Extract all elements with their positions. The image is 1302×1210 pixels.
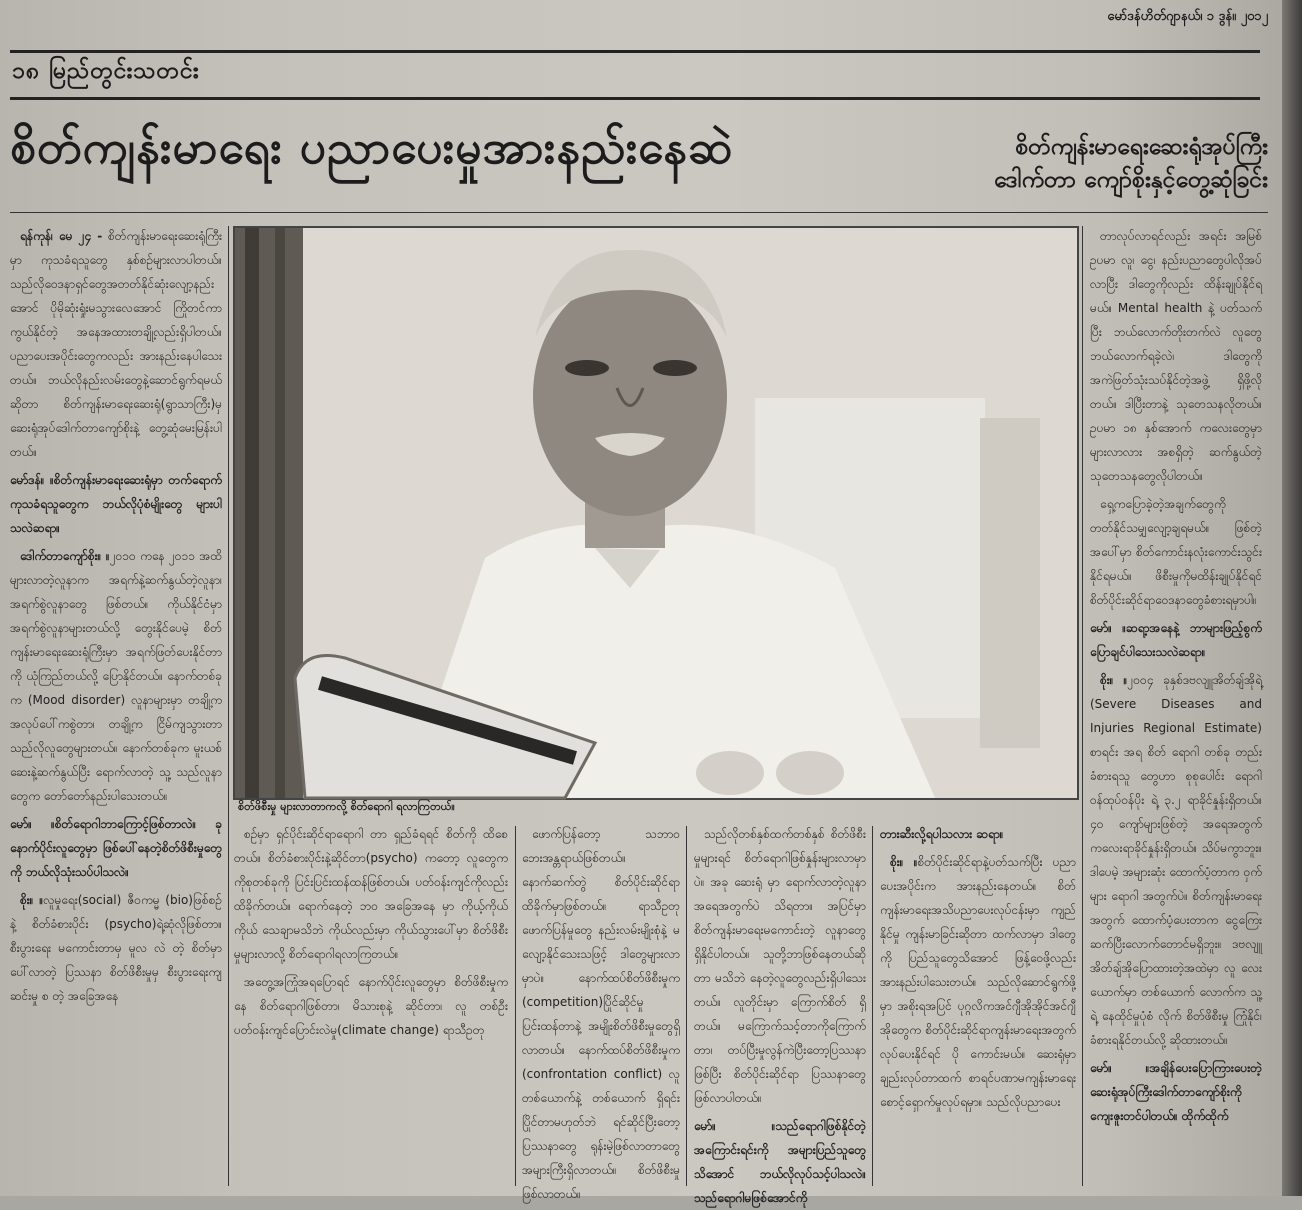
subhead-line-2: ဒေါက်တာ ကျော်စိုးနှင့်တွေ့ဆုံခြင်း	[994, 167, 1268, 194]
article-column-2	[234, 822, 508, 1190]
column-rule	[1082, 226, 1083, 1186]
masthead-dateline: မော်ဒန်ဟိတ်ဂျာနယ်၊ ၁ ဒွန်။ ၂၀၁၂	[1107, 9, 1268, 24]
answer-text: ၂၀၀၄ ခုနှစ်ဒဗလျူအိတ်ချ်အိုရဲ့ (Severe Diseases and Injuries Regional Estimate) စာရင်း အရ စိတ် ရောဂါ တစ်ခု တည်းခံစားရသူ တွေဟာ စုစုပေါင်း ရောဂါ ဝန်ထုပ်ဝန်ပိုး ရဲ့ ၃.၂ ရာခိုင်နှုန်းရှိတယ်။ ၄၀ ကျော်များဖြစ်တဲ့ အရေအတွက်ကလေးရာခိုင်နှုန်းရှိတယ်။ သိပ်မကွာဘူး။ ဒါပေမဲ့ အများဆုံး ထောက်ပံ့တာက ဝှက်များ ရောဂါ အတွက်ပဲ။ စိတ်ကျန်းမာရေးအတွက် ထောက်ပံ့ပေးတာက ငွေကြေးဆက်ပြီးလောက်တောင်မရှိဘူး။ ဒဗလျူအိတ်ချ်အိုပြောထားတဲ့အထဲမှာ လူ လေး ယောက်မှာ တစ်ယောက် လောက်က သူ့ရဲ့ နေထိုင်မှုပုံစံ လိုက် စိတ်ဖိစီးမှု ကြုံနိုင်၊ ခံစားရနိုင်တယ်လို့ ဆိုထားတယ်။	[1090, 673, 1262, 1047]
article-paragraph: သည်လိုတစ်နှစ်ထက်တစ်နှစ် စိတ်ဖိစီးမှုများရင် စိတ်ရောဂါဖြစ်နှုန်းများလာမှာပဲ။ အခု ဆေးရုံ မှာ ရောက်လာတဲ့လူနာအရေအတွက်ပဲ သိရတာ။ အပြင်မှာ စိတ်ကျန်းမာရေးမကောင်းတဲ့ လူနာတွေ ရှိနိုင်ပါတယ်။ သူတို့ဘာဖြစ်နေတယ်ဆိုတာ မသိဘဲ နေတဲ့လူတွေလည်းရှိပါသေးတယ်။ လူတိုင်းမှာ ကြောက်စိတ် ရှိတယ်။ မကြောက်သင့်တာကိုကြောက်တာ၊ တပ်ပြီးမှုလွန်ကဲပြီးတော့ပြဿနာ ဖြစ်ပြီး စိတ်ပိုင်းဆိုင်ရာ ပြဿနာတွေဖြစ်လာပါတယ်။	[694, 827, 866, 1105]
article-column-6	[1090, 224, 1262, 1190]
article-subhead	[884, 131, 1268, 198]
article-paragraph: အတွေ့အကြုံအရပြောရင် နောက်ပိုင်းလူတွေမှာ စိတ်ဖိစီးမှုကနေ စိတ်ရောဂါဖြစ်တာ၊ မိသားစုနဲ့ ဆိုင်တာ၊ လူ တစ်ဦး ပတ်ဝန်းကျင်ပြောင်းလဲမှု(climate change) ရာသီဥတု	[234, 975, 508, 1037]
closing-remark: မော်။ ။အချိန်ပေးပြောကြားပေးတဲ့ ဆေးရုံအုပ်ကြီးဒေါက်တာကျော်စိုးကို ကျေးဇူးတင်ပါတယ်။	[1090, 1061, 1262, 1123]
dateline-lead: ရန်ကုန်၊ မေ ၂၄ -	[20, 229, 103, 243]
answer-speaker: စိုး။ ။	[1100, 673, 1128, 687]
article-paragraph: တာလုပ်လာရင်လည်း အရင်း အမြစ် ဥပမာ လူ၊ ငွေ၊ နည်းပညာတွေပါလိုအပ် လာပြီး ဒါတွေကိုလည်း ထိန်းချုပ်နိုင်ရမယ်။ Mental health နဲ့ ပတ်သက်ပြီး ဘယ်လောက်တိုးတက်လဲ လူတွေ ဘယ်လောက်ရခဲ့လဲ၊ ဒါတွေကို အကဲဖြတ်သုံးသပ်နိုင်တဲ့အဖွဲ့ ရှိဖို့လိုတယ်။ ဒါပြီးတာနဲ့ သုတေသနလိုတယ်။ ဥပမာ ၁၈ နှစ်အောက် ကလေးတွေမှာ များလာလား အစရှိတဲ့ ဆက်နွယ်တဲ့ သုတေသနတွေလိုပါတယ်။	[1090, 229, 1262, 483]
column-rule	[515, 826, 516, 1186]
headline-rule	[10, 212, 1268, 213]
interview-answer	[880, 850, 1076, 1114]
answer-text: ၂၀၁၀ ကနေ ၂၀၁၁ အထိများလာတဲ့လူနာက အရက်နဲ့ဆက်နွယ်တဲ့လူနာ၊ အရက်စွဲလူနာတွေ ဖြစ်တယ်။ ကိုယ်နိုင်ငံမှာ အရက်စွဲလူနာများတယ်လို့ တွေးနိုင်ပေမဲ့ စိတ်ကျန်းမာရေးဆေးရုံကြီးမှာ အရက်ဖြတ်ပေးနိုင်တာကို ယုံကြည်တယ်လို့ ပြောနိုင်တယ်။ နောက်တစ်ခုက (Mood disorder) လူနာများမှာ တချို့က အလုပ်ပေါ်ကစွဲတာ၊ တချို့က ငြိမ်ကျသွားတာ သည်လိုလူတွေများတယ်။ နောက်တစ်ခုက မူးယစ်ဆေးနဲ့ဆက်နွယ်ပြီး ရောက်လာတဲ့ သူ့ သည်လူနာတွေက တော်တော်နည်းပါသေးတယ်။	[10, 549, 222, 803]
article-column-3	[522, 822, 680, 1201]
doctor-portrait-image	[235, 228, 1077, 798]
column-rule	[872, 826, 873, 1186]
paragraph-text: စိတ်ကျန်းမာရေးဆေးရုံကြီးမှာ ကုသခံရသူတွေ နှစ်စဉ်များလာပါတယ်။ သည်လိုဝေဒနာရှင်တွေအတတ်နိုင်ဆုံးလျော့နည်းအောင် ပိုမိုဆုံးရှုံးမသွားလေအောင် ကြိုတင်ကာကွယ်နိုင်တဲ့ အနေအထားတချို့လည်းရှိပါတယ်။ ပညာပေးအပိုင်းတွေကလည်း အားနည်းနေပါသေးတယ်။ ဘယ်လိုနည်းလမ်းတွေနဲ့ဆောင်ရွက်ရမယ်ဆိုတာ စိတ်ကျန်းမာရေးဆေးရုံ(ရွာသာကြီး)မှ ဆေးရုံအုပ်ဒေါက်တာကျော်စိုးနဲ့ တွေ့ဆုံမေးမြန်းပါတယ်။	[10, 229, 222, 459]
article-paragraph: ဖောက်ပြန်တော့ သဘာဝဘေးအန္တရာယ်ဖြစ်တယ်။ နောက်ဆက်တွဲ စိတ်ပိုင်းဆိုင်ရာထိခိုက်မှာဖြစ်တယ်။ ရာသီဥတုဖောက်ပြန်မှုတွေ နည်းလမ်းမျိုးစုံနဲ့ မလျော့နိုင်သေးသဖြင့် ဒါတွေများလာမှာပဲ။ နောက်ထပ်စိတ်ဖိစီးမှုက (competition)ပြိုင်ဆိုင်မှုပြင်းထန်တာနဲ့ အမျိုးစိတ်ဖိစီးမှုတွေရှိလာတယ်။ နောက်ထပ်စိတ်ဖိစီးမှုက (confrontation conflict) လူ တစ်ယောက်နဲ့ တစ်ယောက် ရှိရင်းပြိုင်တာမဟုတ်ဘဲ ရင်ဆိုင်ပြီးတော့ ပြဿနာတွေ ရုန်းမဲ့ဖြစ်လာတာတွေ အများကြီးရှိလာတယ်။ စိတ်ဖိစီးမှုဖြစ်လာတယ်။	[522, 827, 680, 1201]
interview-answer	[1090, 668, 1262, 1052]
answer-speaker: ဒေါက်တာကျော်စိုး။ ။	[20, 549, 110, 563]
interview-question: မော်ဒန်။ ။စိတ်ကျန်းမာရေးဆေးရုံမှာ တက်ရောက်ကုသခံရသူတွေက ဘယ်လိုပုံစံမျိုးတွေ များပါသလဲဆရာ။	[10, 473, 222, 535]
article-column-1	[10, 224, 222, 1190]
answer-speaker: စိုး။ ။	[890, 855, 918, 869]
column-rule	[228, 226, 229, 1186]
interview-question	[1090, 1056, 1262, 1128]
interview-question: တားဆီးလို့ရပါသလား ဆရာ။	[880, 827, 1004, 841]
article-column-5	[880, 822, 1076, 1190]
answer-text: လူမှုရေး(social) ဇီဝကမ္မ (bio)ဖြစ်စဉ်နဲ့ စိတ်ခံစားပိုင်း (psycho)ရဲ့ဆုံလိုဖြစ်တာ။ စီးပွားရေး မကောင်းတာမှ မူလ လဲ တဲ့ စိတ်မှာ ပေါ်လာတဲ့ ပြဿနာ စိတ်ဖိစီးမှုမှ စီးပွားရေးကျဆင်းမှု စ တဲ့ အခြေအနေ	[10, 893, 222, 1003]
page-binding-gutter	[1282, 0, 1302, 1196]
interview-question: မော်။ ။ဆရာ့အနေနဲ့ ဘာများဖြည့်စွက်ပြောချင်ပါသေးသလဲဆရာ။	[1090, 621, 1262, 659]
column-rule	[686, 826, 687, 1186]
interview-photo	[233, 226, 1079, 800]
interview-answer	[10, 888, 222, 1008]
article-paragraph: စဉ်မှာ ရှင်ပိုင်းဆိုင်ရာရောဂါ တာ ရှည်ခံရရင် စိတ်ကို ထိစေတယ်။ စိတ်ခံစားပိုင်းနဲ့ဆိုင်တာ(psycho) ကတော့ လူတွေက ကိုစုတစ်ခုကို ပြင်းပြင်းထန်ထန်ဖြစ်တယ်။ ပတ်ဝန်းကျင်ကိုလည်း ထိခိုက်တယ်။ ရောက်နေတဲ့ ဘဝ အခြေအနေ မှာ ကိုယ့်ကိုယ်ကိုယ် သေချာမသိဘဲ ကိုယ်လည်းမှာ ကိုယ်သွားပေါ်မှာ စိတ်ဖိစီးမှုများလာလို့ စိတ်ရောဂါရလာကြတယ်။	[234, 827, 508, 961]
answer-text: စိတ်ပိုင်းဆိုင်ရာနဲ့ပတ်သက်ပြီး ပညာပေးအပိုင်းက အားနည်းနေတယ်။ စိတ်ကျန်းမာရေးအသိပညာပေးလုပ်ငန်းမှာ ကျည်နိုင်မှု ကျန်းမာခြင်းဆိုတာ ထက်လာမှာ ဒါတွေကို ပြည်သူတွေသိအောင် ဖြန့်ဝေဖို့လည်း အားနည်းပါသေးတယ်။ သည်လိုဆောင်ရွက်ဖို့မှာ အစိုးရအပြင် ပုဂ္ဂလိကအင်ဂျီအိုအိုင်အင်ဂျီအိုတွေက စိတ်ပိုင်းဆိုင်ရာကျန်းမာရေးအတွက် လုပ်ပေးနိုင်ရင် ပို ကောင်းမယ်။ ဆေးရုံမှာချည်းလုပ်တာထက် စာရင်ပဏာမကျန်းမာရေးစောင့်ရှောက်မှုလုပ်ရမှာ။ သည်လိုပညာပေး	[880, 855, 1076, 1109]
photo-caption: စိတ်ဖိစီးမှု များလာတာကလို့ စိတ်ရောဂါ ရလာကြတယ်။	[238, 800, 455, 813]
author-signature: ထိုက်ထိုက်	[1181, 1109, 1229, 1123]
interview-question: မော်။ ။စိတ်ရောဂါဘာကြောင့်ဖြစ်တာလဲ။ ခုနောက်ပိုင်းလူတွေမှာ ဖြစ်ပေါ်နေတဲ့စိတ်ဖိစီးမှုတွေကို ဘယ်လိုသုံးသပ်ပါသလဲ။	[10, 817, 222, 879]
article-paragraph: ရှေ့ကပြောခဲ့တဲ့အချက်တွေကို တတ်နိုင်သမျှလျော့ချရမယ်။ ဖြစ်တဲ့အပေါ်မှာ စိတ်ကောင်းနလုံးကောင်းသွင်းနိုင်ရမယ်။ ဖိစီးမှုကိုမထိန်းချုပ်နိုင်ရင် စိတ်ပိုင်းဆိုင်ရာဝေဒနာတွေခံစားရမှာပါ။	[1090, 497, 1262, 607]
interview-answer	[10, 544, 222, 808]
article-headline: စိတ်ကျန်းမာရေး ပညာပေးမှုအားနည်းနေဆဲ	[10, 120, 734, 174]
section-title: ၁၈ မြည်တွင်းသတင်း	[12, 58, 200, 84]
answer-speaker: စိုး။ ။	[20, 893, 44, 907]
subhead-line-1: စိတ်ကျန်းမာရေးဆေးရုံအုပ်ကြီး	[1015, 134, 1268, 160]
article-paragraph	[10, 224, 222, 464]
article-column-4	[694, 822, 866, 1205]
interview-question: မော်။ ။သည်ရောဂါဖြစ်နိုင်တဲ့အကြောင်းရင်းကို အများပြည်သူတွေ သိအောင် ဘယ်လိုလုပ်သင့်ပါသလဲ။ သည်ရောဂါမဖြစ်အောင်ကို	[694, 1119, 866, 1205]
